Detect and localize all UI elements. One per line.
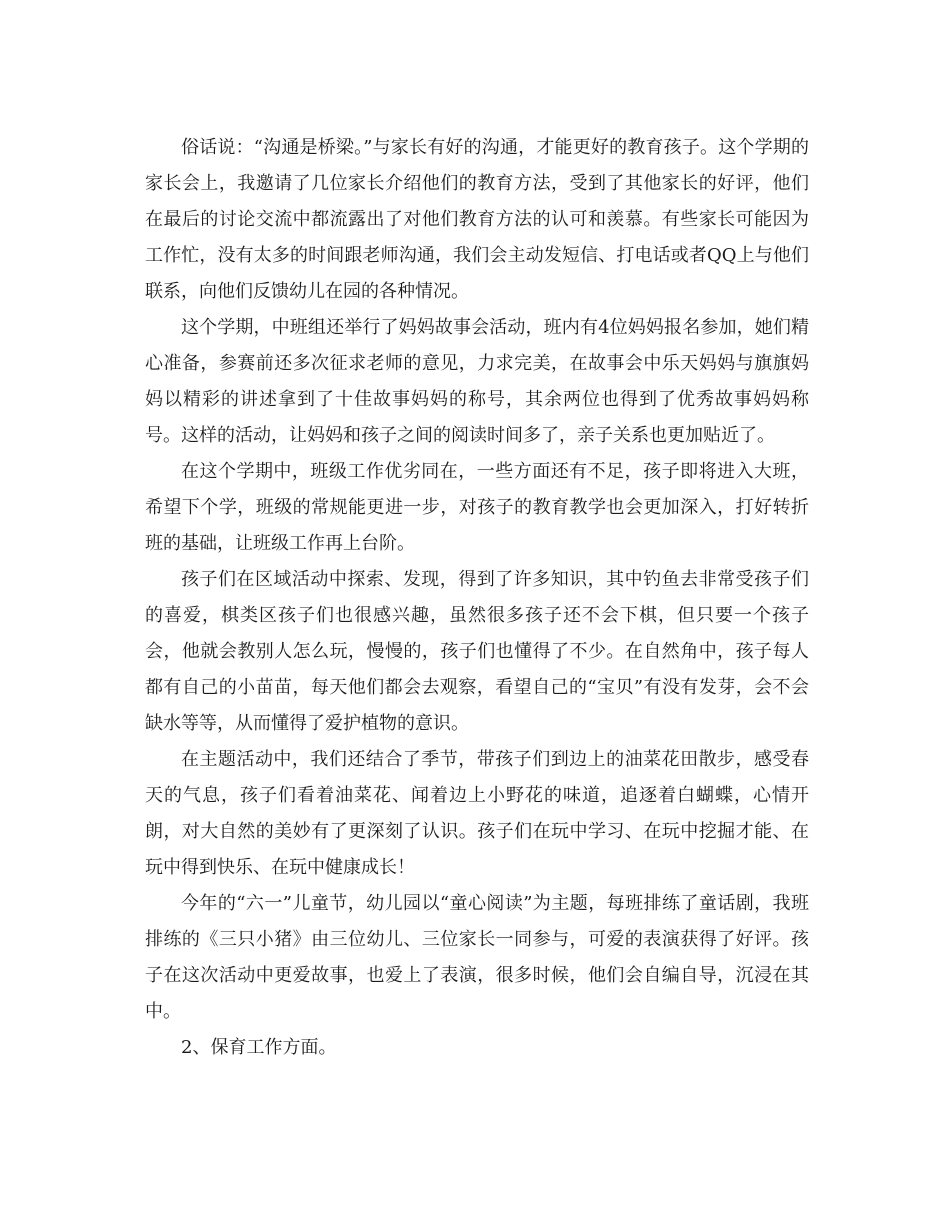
- document-page: [145, 130, 809, 1066]
- paragraph-semester-summary: 在这个学期中，班级工作优劣同在，一些方面还有不足，孩子即将进入大班，希望下个学，班级的常规能更进一步，对孩子的教育教学也会更加深入，打好转折班的基础，让班级工作再上台阶。: [145, 461, 809, 554]
- paragraph-theme-activities: 在主题活动中，我们还结合了季节，带孩子们到边上的油菜花田散步，感受春天的气息，孩子们看着油菜花、闻着边上小野花的味道，追逐着白蝴蝶，心情开朗，对大自然的美妙有了更深刻了认识。孩子们在玩中学习、在玩中挖掘才能、在玩中得到快乐、在玩中健康成长！: [145, 749, 809, 878]
- paragraph-area-activities: 孩子们在区域活动中探索、发现，得到了许多知识，其中钓鱼去非常受孩子们的喜爱，棋类区孩子们也很感兴趣，虽然很多孩子还不会下棋，但只要一个孩子会，他就会教别人怎么玩，慢慢的，孩子们也懂得了不少。在自然角中，孩子每人都有自己的小苗苗，每天他们都会去观察，看望自己的“宝贝”有没有发芽，会不会缺水等等，从而懂得了爱护植物的意识。: [145, 569, 809, 734]
- section-heading-care-work: 2、保育工作方面。: [181, 1037, 337, 1058]
- paragraph-mother-story-event: 这个学期，中班组还举行了妈妈故事会活动，班内有4位妈妈报名参加，她们精心准备，参赛前还多次征求老师的意见，力求完美，在故事会中乐天妈妈与旗旗妈妈以精彩的讲述拿到了十佳故事妈妈的称号，其余两位也得到了优秀故事妈妈称号。这样的活动，让妈妈和孩子之间的阅读时间多了，亲子关系也更加贴近了。: [145, 317, 809, 446]
- paragraph-parent-communication: 俗话说：“沟通是桥梁。”与家长有好的沟通，才能更好的教育孩子。这个学期的家长会上，我邀请了几位家长介绍他们的教育方法，受到了其他家长的好评，他们在最后的讨论交流中都流露出了对他们教育方法的认可和羡慕。有些家长可能因为工作忙，没有太多的时间跟老师沟通，我们会主动发短信、打电话或者QQ上与他们联系，向他们反馈幼儿在园的各种情况。: [145, 137, 809, 302]
- paragraph-childrens-day: 今年的“六一”儿童节，幼儿园以“童心阅读”为主题，每班排练了童话剧，我班排练的《三只小猪》由三位幼儿、三位家长一同参与，可爱的表演获得了好评。孩子在这次活动中更爱故事，也爱上了表演，很多时候，他们会自编自导，沉浸在其中。: [145, 893, 809, 1022]
